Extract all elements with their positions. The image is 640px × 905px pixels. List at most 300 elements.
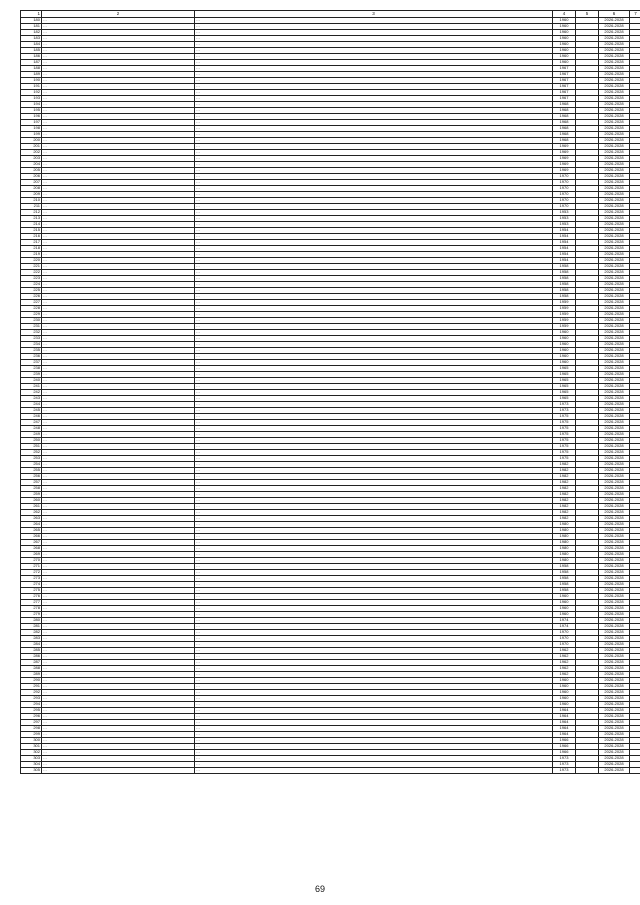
- address-cell: …: [42, 96, 195, 102]
- period-cell: 2026-2028: [599, 192, 630, 198]
- row-number: 302: [21, 750, 42, 756]
- period-cell: 2026-2028: [599, 762, 630, 768]
- year-built-cell: 1960: [553, 348, 576, 354]
- work-type-cell: …: [195, 84, 553, 90]
- work-type-cell: …: [195, 438, 553, 444]
- address-cell: …: [42, 198, 195, 204]
- address-cell: …: [42, 498, 195, 504]
- year-built-cell: 1968: [553, 132, 576, 138]
- row-number: 213: [21, 216, 42, 222]
- address-cell: …: [42, 270, 195, 276]
- address-cell: …: [42, 690, 195, 696]
- year-built-cell: 1959: [553, 306, 576, 312]
- row-number: 260: [21, 498, 42, 504]
- year-built-cell: 1960: [553, 48, 576, 54]
- address-cell: …: [42, 762, 195, 768]
- address-cell: …: [42, 444, 195, 450]
- period-cell: 2026-2028: [599, 390, 630, 396]
- period-cell: 2026-2028: [599, 660, 630, 666]
- year-built-cell: 1960: [553, 612, 576, 618]
- work-type-cell: …: [195, 180, 553, 186]
- address-cell: …: [42, 258, 195, 264]
- year-built-cell: 1966: [553, 750, 576, 756]
- period-cell: 2026-2028: [599, 186, 630, 192]
- work-type-cell: …: [195, 360, 553, 366]
- year-built-cell: 1962: [553, 666, 576, 672]
- header-col-1: 1: [21, 11, 42, 18]
- year-built-cell: 1965: [553, 390, 576, 396]
- row-number: 284: [21, 642, 42, 648]
- address-cell: …: [42, 162, 195, 168]
- period-cell: 2026-2028: [599, 444, 630, 450]
- period-cell: 2026-2028: [599, 108, 630, 114]
- work-type-cell: …: [195, 210, 553, 216]
- period-cell: 2026-2028: [599, 714, 630, 720]
- address-cell: …: [42, 642, 195, 648]
- address-cell: …: [42, 66, 195, 72]
- period-cell: 2026-2028: [599, 570, 630, 576]
- work-type-cell: …: [195, 516, 553, 522]
- work-type-cell: …: [195, 384, 553, 390]
- address-cell: …: [42, 318, 195, 324]
- row-number: 290: [21, 678, 42, 684]
- row-number: 269: [21, 552, 42, 558]
- address-cell: …: [42, 756, 195, 762]
- address-cell: …: [42, 438, 195, 444]
- address-cell: …: [42, 366, 195, 372]
- period-cell: 2026-2028: [599, 306, 630, 312]
- year-built-cell: 1982: [553, 480, 576, 486]
- period-cell: 2026-2028: [599, 702, 630, 708]
- period-cell: 2026-2028: [599, 450, 630, 456]
- year-built-cell: 1964: [553, 726, 576, 732]
- row-number: 196: [21, 114, 42, 120]
- year-built-cell: 1968: [553, 120, 576, 126]
- year-built-cell: 1968: [553, 138, 576, 144]
- address-cell: …: [42, 282, 195, 288]
- address-cell: …: [42, 708, 195, 714]
- document-sheet: [20, 10, 637, 774]
- address-cell: …: [42, 486, 195, 492]
- row-number: 289: [21, 672, 42, 678]
- work-type-cell: …: [195, 708, 553, 714]
- period-cell: 2026-2028: [599, 384, 630, 390]
- header-col-7: 7: [630, 11, 640, 18]
- year-built-cell: 1960: [553, 594, 576, 600]
- row-number: 300: [21, 738, 42, 744]
- row-number: 232: [21, 330, 42, 336]
- address-cell: …: [42, 450, 195, 456]
- period-cell: 2026-2028: [599, 228, 630, 234]
- period-cell: 2026-2028: [599, 168, 630, 174]
- row-number: 220: [21, 258, 42, 264]
- work-type-cell: …: [195, 744, 553, 750]
- period-cell: 2026-2028: [599, 324, 630, 330]
- period-cell: 2026-2028: [599, 420, 630, 426]
- period-cell: 2026-2028: [599, 66, 630, 72]
- row-number: 261: [21, 504, 42, 510]
- work-type-cell: …: [195, 390, 553, 396]
- year-built-cell: 1980: [553, 558, 576, 564]
- address-cell: …: [42, 102, 195, 108]
- work-type-cell: …: [195, 168, 553, 174]
- address-cell: …: [42, 462, 195, 468]
- year-built-cell: 1973: [553, 756, 576, 762]
- row-number: 222: [21, 270, 42, 276]
- period-cell: 2026-2028: [599, 276, 630, 282]
- col5-cell: [576, 768, 599, 774]
- work-type-cell: …: [195, 564, 553, 570]
- year-built-cell: 1982: [553, 474, 576, 480]
- address-cell: …: [42, 546, 195, 552]
- address-cell: …: [42, 528, 195, 534]
- year-built-cell: 1959: [553, 318, 576, 324]
- period-cell: 2026-2028: [599, 648, 630, 654]
- period-cell: 2026-2028: [599, 132, 630, 138]
- address-cell: …: [42, 660, 195, 666]
- period-cell: 2026-2028: [599, 78, 630, 84]
- year-built-cell: 1969: [553, 150, 576, 156]
- row-number: 299: [21, 732, 42, 738]
- period-cell: 2026-2028: [599, 600, 630, 606]
- period-cell: 2026-2028: [599, 54, 630, 60]
- row-number: 254: [21, 462, 42, 468]
- address-cell: …: [42, 738, 195, 744]
- work-type-cell: …: [195, 480, 553, 486]
- work-type-cell: …: [195, 318, 553, 324]
- year-built-cell: 1964: [553, 708, 576, 714]
- work-type-cell: …: [195, 414, 553, 420]
- year-built-cell: 1958: [553, 570, 576, 576]
- row-number: 186: [21, 54, 42, 60]
- work-type-cell: …: [195, 732, 553, 738]
- work-type-cell: …: [195, 24, 553, 30]
- year-built-cell: 1960: [553, 600, 576, 606]
- work-type-cell: …: [195, 600, 553, 606]
- row-number: 256: [21, 474, 42, 480]
- year-built-cell: 1973: [553, 408, 576, 414]
- row-number: 305: [21, 768, 42, 774]
- year-built-cell: 1980: [553, 528, 576, 534]
- row-number: 234: [21, 342, 42, 348]
- work-type-cell: …: [195, 18, 553, 24]
- period-cell: 2026-2028: [599, 36, 630, 42]
- work-type-cell: …: [195, 306, 553, 312]
- address-cell: …: [42, 582, 195, 588]
- year-built-cell: 1967: [553, 96, 576, 102]
- row-number: 298: [21, 726, 42, 732]
- row-number: 192: [21, 90, 42, 96]
- period-cell: 2026-2028: [599, 654, 630, 660]
- period-cell: 2026-2028: [599, 678, 630, 684]
- year-built-cell: 1980: [553, 522, 576, 528]
- address-cell: …: [42, 540, 195, 546]
- address-cell: …: [42, 720, 195, 726]
- work-type-cell: …: [195, 222, 553, 228]
- row-number: 198: [21, 126, 42, 132]
- row-number: 264: [21, 522, 42, 528]
- address-cell: …: [42, 678, 195, 684]
- address-cell: …: [42, 108, 195, 114]
- year-built-cell: 1980: [553, 534, 576, 540]
- period-cell: 2026-2028: [599, 546, 630, 552]
- year-built-cell: 1953: [553, 222, 576, 228]
- year-built-cell: 1970: [553, 204, 576, 210]
- period-cell: 2026-2028: [599, 180, 630, 186]
- period-cell: 2026-2028: [599, 642, 630, 648]
- year-built-cell: 1960: [553, 690, 576, 696]
- address-cell: …: [42, 768, 195, 774]
- row-number: 206: [21, 174, 42, 180]
- period-cell: 2026-2028: [599, 744, 630, 750]
- year-built-cell: 1969: [553, 168, 576, 174]
- row-number: 247: [21, 420, 42, 426]
- year-built-cell: 1960: [553, 24, 576, 30]
- work-type-cell: …: [195, 234, 553, 240]
- year-built-cell: 1962: [553, 648, 576, 654]
- row-number: 180: [21, 18, 42, 24]
- row-number: 246: [21, 414, 42, 420]
- work-schedule-table: [20, 10, 640, 774]
- period-cell: 2026-2028: [599, 552, 630, 558]
- row-number: 210: [21, 198, 42, 204]
- period-cell: 2026-2028: [599, 336, 630, 342]
- period-cell: 2026-2028: [599, 474, 630, 480]
- work-type-cell: …: [195, 504, 553, 510]
- address-cell: …: [42, 702, 195, 708]
- header-col-3: 3: [195, 11, 553, 18]
- address-cell: …: [42, 390, 195, 396]
- work-type-cell: …: [195, 408, 553, 414]
- year-built-cell: 1960: [553, 18, 576, 24]
- address-cell: …: [42, 492, 195, 498]
- address-cell: …: [42, 672, 195, 678]
- work-type-cell: …: [195, 342, 553, 348]
- header-col-5: 5: [576, 11, 599, 18]
- work-type-cell: …: [195, 324, 553, 330]
- row-number: 274: [21, 582, 42, 588]
- period-cell: 2026-2028: [599, 738, 630, 744]
- row-number: 204: [21, 162, 42, 168]
- work-type-cell: …: [195, 540, 553, 546]
- period-cell: 2026-2028: [599, 672, 630, 678]
- year-built-cell: 1958: [553, 588, 576, 594]
- period-cell: 2026-2028: [599, 402, 630, 408]
- work-type-cell: …: [195, 66, 553, 72]
- address-cell: …: [42, 594, 195, 600]
- work-type-cell: …: [195, 294, 553, 300]
- year-built-cell: 1982: [553, 486, 576, 492]
- address-cell: …: [42, 252, 195, 258]
- address-cell: …: [42, 504, 195, 510]
- year-built-cell: 1975: [553, 432, 576, 438]
- year-built-cell: 1959: [553, 324, 576, 330]
- year-built-cell: 1964: [553, 720, 576, 726]
- year-built-cell: 1968: [553, 126, 576, 132]
- year-built-cell: 1982: [553, 504, 576, 510]
- year-built-cell: 1958: [553, 270, 576, 276]
- work-type-cell: …: [195, 300, 553, 306]
- row-number: 214: [21, 222, 42, 228]
- row-number: 223: [21, 276, 42, 282]
- period-cell: 2026-2028: [599, 102, 630, 108]
- year-built-cell: 1958: [553, 288, 576, 294]
- period-cell: 2026-2028: [599, 708, 630, 714]
- row-number: 270: [21, 558, 42, 564]
- work-type-cell: …: [195, 720, 553, 726]
- work-type-cell: …: [195, 546, 553, 552]
- period-cell: 2026-2028: [599, 768, 630, 774]
- row-number: 304: [21, 762, 42, 768]
- row-number: 268: [21, 546, 42, 552]
- work-type-cell: …: [195, 282, 553, 288]
- period-cell: 2026-2028: [599, 234, 630, 240]
- period-cell: 2026-2028: [599, 360, 630, 366]
- address-cell: …: [42, 636, 195, 642]
- period-cell: 2026-2028: [599, 156, 630, 162]
- row-number: 279: [21, 612, 42, 618]
- work-type-cell: …: [195, 630, 553, 636]
- work-type-cell: …: [195, 198, 553, 204]
- period-cell: 2026-2028: [599, 24, 630, 30]
- period-cell: 2026-2028: [599, 246, 630, 252]
- year-built-cell: 1964: [553, 714, 576, 720]
- row-number: 267: [21, 540, 42, 546]
- work-type-cell: …: [195, 420, 553, 426]
- work-type-cell: …: [195, 726, 553, 732]
- address-cell: …: [42, 696, 195, 702]
- address-cell: …: [42, 426, 195, 432]
- row-number: 212: [21, 210, 42, 216]
- row-number: 287: [21, 660, 42, 666]
- address-cell: …: [42, 432, 195, 438]
- period-cell: 2026-2028: [599, 498, 630, 504]
- address-cell: …: [42, 522, 195, 528]
- work-type-cell: …: [195, 330, 553, 336]
- row-number: 202: [21, 150, 42, 156]
- address-cell: …: [42, 180, 195, 186]
- year-built-cell: 1967: [553, 90, 576, 96]
- address-cell: …: [42, 354, 195, 360]
- period-cell: 2026-2028: [599, 138, 630, 144]
- year-built-cell: 1970: [553, 198, 576, 204]
- period-cell: 2026-2028: [599, 210, 630, 216]
- year-built-cell: 1969: [553, 162, 576, 168]
- year-built-cell: 1970: [553, 180, 576, 186]
- address-cell: …: [42, 228, 195, 234]
- work-type-cell: …: [195, 78, 553, 84]
- address-cell: …: [42, 570, 195, 576]
- row-number: 226: [21, 294, 42, 300]
- period-cell: 2026-2028: [599, 282, 630, 288]
- row-number: 187: [21, 60, 42, 66]
- year-built-cell: 1959: [553, 312, 576, 318]
- address-cell: …: [42, 216, 195, 222]
- work-type-cell: …: [195, 108, 553, 114]
- year-built-cell: 1965: [553, 378, 576, 384]
- period-cell: 2026-2028: [599, 684, 630, 690]
- work-type-cell: …: [195, 336, 553, 342]
- row-number: 231: [21, 324, 42, 330]
- year-built-cell: 1960: [553, 42, 576, 48]
- year-built-cell: 1968: [553, 108, 576, 114]
- year-built-cell: 1969: [553, 156, 576, 162]
- address-cell: …: [42, 72, 195, 78]
- row-number: 291: [21, 684, 42, 690]
- address-cell: …: [42, 534, 195, 540]
- row-number: 208: [21, 186, 42, 192]
- period-cell: 2026-2028: [599, 174, 630, 180]
- work-type-cell: …: [195, 660, 553, 666]
- address-cell: …: [42, 648, 195, 654]
- work-type-cell: …: [195, 468, 553, 474]
- period-cell: 2026-2028: [599, 468, 630, 474]
- row-number: 235: [21, 348, 42, 354]
- period-cell: 2026-2028: [599, 216, 630, 222]
- row-number: 281: [21, 624, 42, 630]
- year-built-cell: 1960: [553, 354, 576, 360]
- period-cell: 2026-2028: [599, 510, 630, 516]
- address-cell: …: [42, 342, 195, 348]
- address-cell: …: [42, 564, 195, 570]
- period-cell: 2026-2028: [599, 348, 630, 354]
- address-cell: …: [42, 204, 195, 210]
- row-number: 262: [21, 510, 42, 516]
- row-number: 221: [21, 264, 42, 270]
- header-col-4: 4: [553, 11, 576, 18]
- period-cell: 2026-2028: [599, 756, 630, 762]
- period-cell: 2026-2028: [599, 534, 630, 540]
- address-cell: …: [42, 264, 195, 270]
- work-type-cell: …: [195, 258, 553, 264]
- row-number: 286: [21, 654, 42, 660]
- period-cell: 2026-2028: [599, 258, 630, 264]
- year-built-cell: 1970: [553, 192, 576, 198]
- row-number: 183: [21, 36, 42, 42]
- work-type-cell: …: [195, 636, 553, 642]
- period-cell: 2026-2028: [599, 480, 630, 486]
- address-cell: …: [42, 378, 195, 384]
- address-cell: …: [42, 132, 195, 138]
- row-number: 251: [21, 444, 42, 450]
- work-type-cell: …: [195, 594, 553, 600]
- year-built-cell: 1974: [553, 618, 576, 624]
- period-cell: 2026-2028: [599, 540, 630, 546]
- work-type-cell: …: [195, 714, 553, 720]
- year-built-cell: 1982: [553, 498, 576, 504]
- address-cell: …: [42, 630, 195, 636]
- period-cell: 2026-2028: [599, 696, 630, 702]
- period-cell: 2026-2028: [599, 750, 630, 756]
- row-number: 225: [21, 288, 42, 294]
- year-built-cell: 1968: [553, 114, 576, 120]
- work-type-cell: …: [195, 666, 553, 672]
- work-type-cell: …: [195, 462, 553, 468]
- period-cell: 2026-2028: [599, 354, 630, 360]
- address-cell: …: [42, 276, 195, 282]
- row-number: 275: [21, 588, 42, 594]
- row-number: 188: [21, 66, 42, 72]
- work-type-cell: …: [195, 750, 553, 756]
- period-cell: 2026-2028: [599, 438, 630, 444]
- period-cell: 2026-2028: [599, 312, 630, 318]
- header-col-6: 6: [599, 11, 630, 18]
- year-built-cell: 1958: [553, 276, 576, 282]
- work-type-cell: …: [195, 114, 553, 120]
- row-number: 301: [21, 744, 42, 750]
- period-cell: 2026-2028: [599, 252, 630, 258]
- year-built-cell: 1958: [553, 282, 576, 288]
